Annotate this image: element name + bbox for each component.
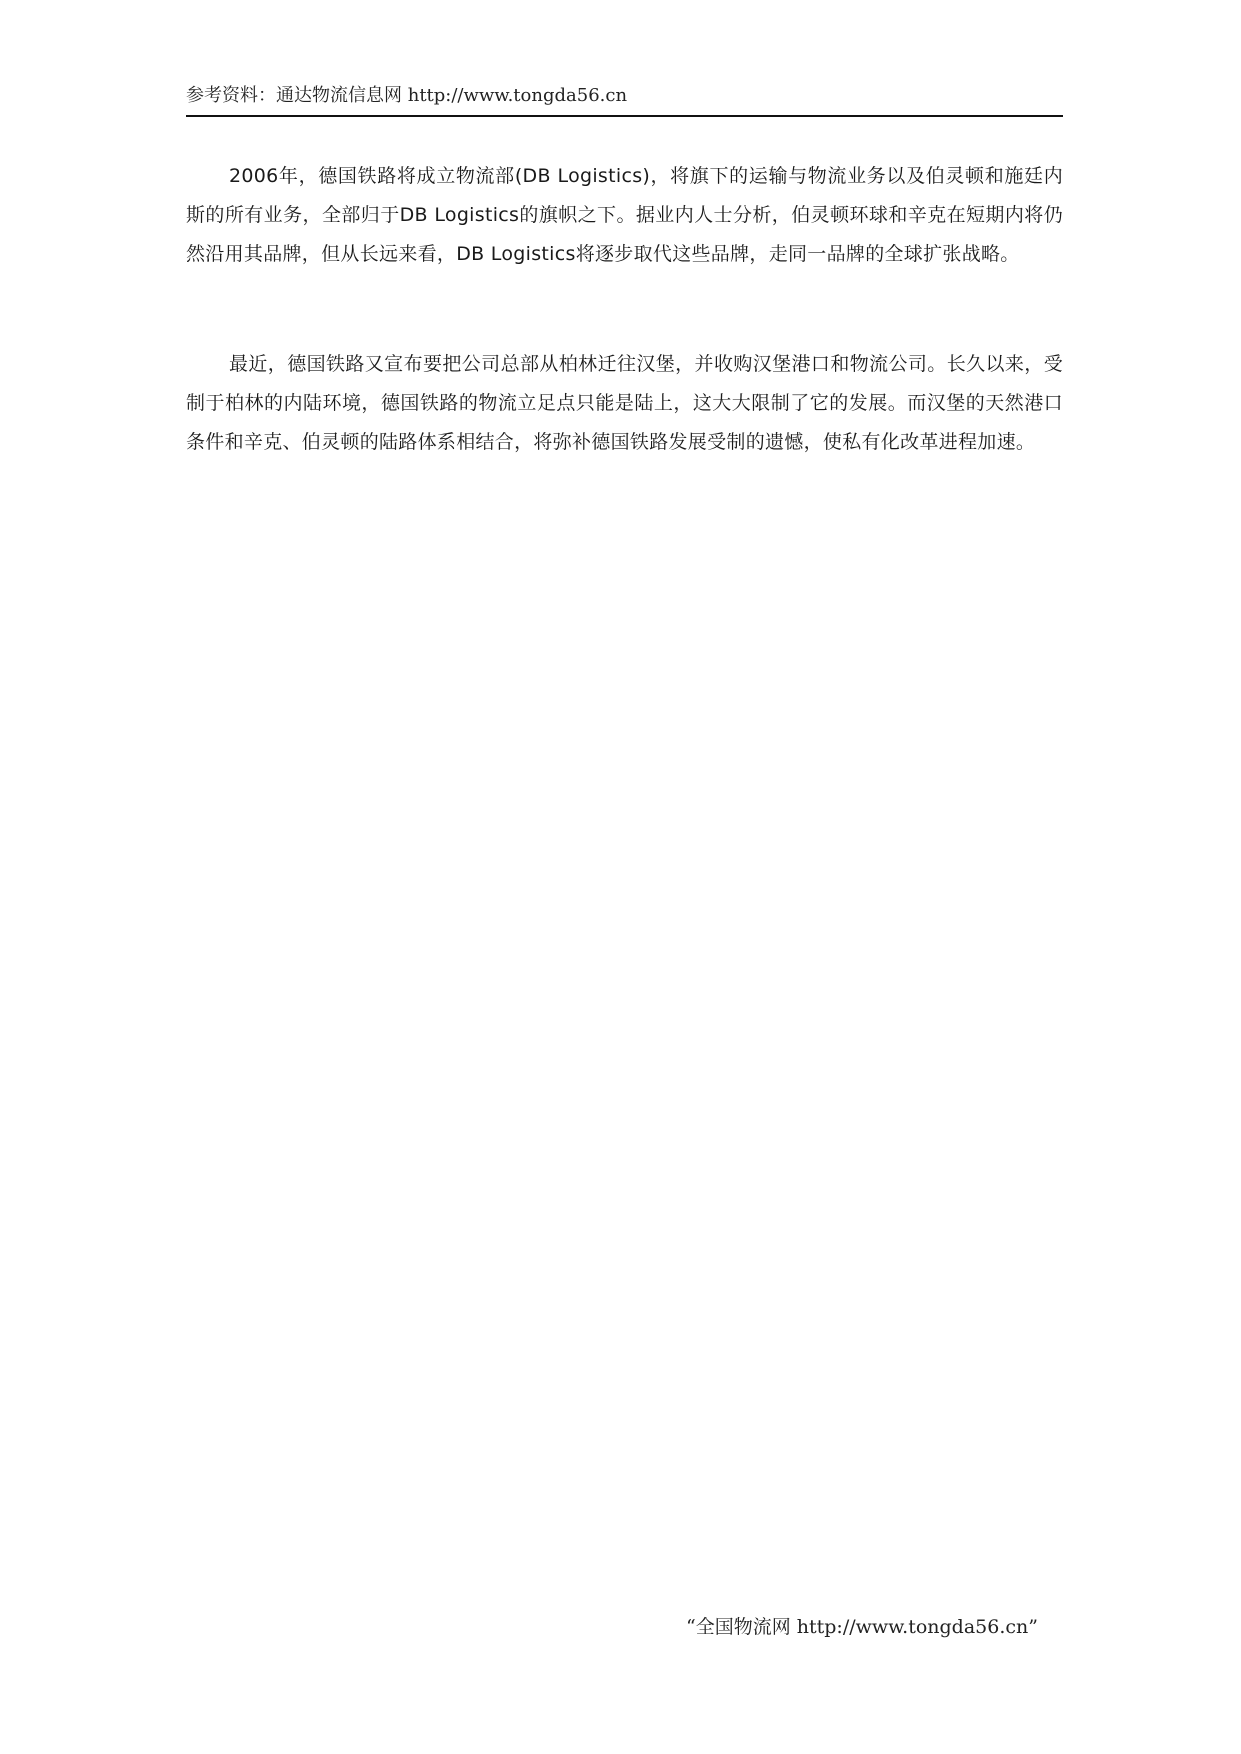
- paragraph-2: 最近，德国铁路又宣布要把公司总部从柏林迁往汉堡，并收购汉堡港口和物流公司。长久以来，受制于柏林的内陆环境，德国铁路的物流立足点只能是陆上，这大大限制了它的发展。而汉堡的天然港口条件和辛克、伯灵顿的陆路体系相结合，将弥补德国铁路发展受制的遗憾，使私有化改革进程加速。: [186, 353, 1063, 453]
- paragraph-1: 2006年，德国铁路将成立物流部(DB Logistics)，将旗下的运输与物流业务以及伯灵顿和施廷内斯的所有业务，全部归于DB Logistics的旗帜之下。据业内人士分析，伯灵顿环球和辛克在短期内将仍然沿用其品牌，但从长远来看，DB Logistics将逐步取代这些品牌，走同一品牌的全球扩张战略。: [186, 165, 1063, 265]
- header-divider: [186, 115, 1063, 117]
- page-footer-source: “全国物流网 http://www.tongda56.cn”: [686, 1616, 1038, 1638]
- page-header-source: 参考资料：通达物流信息网 http://www.tongda56.cn: [186, 85, 628, 106]
